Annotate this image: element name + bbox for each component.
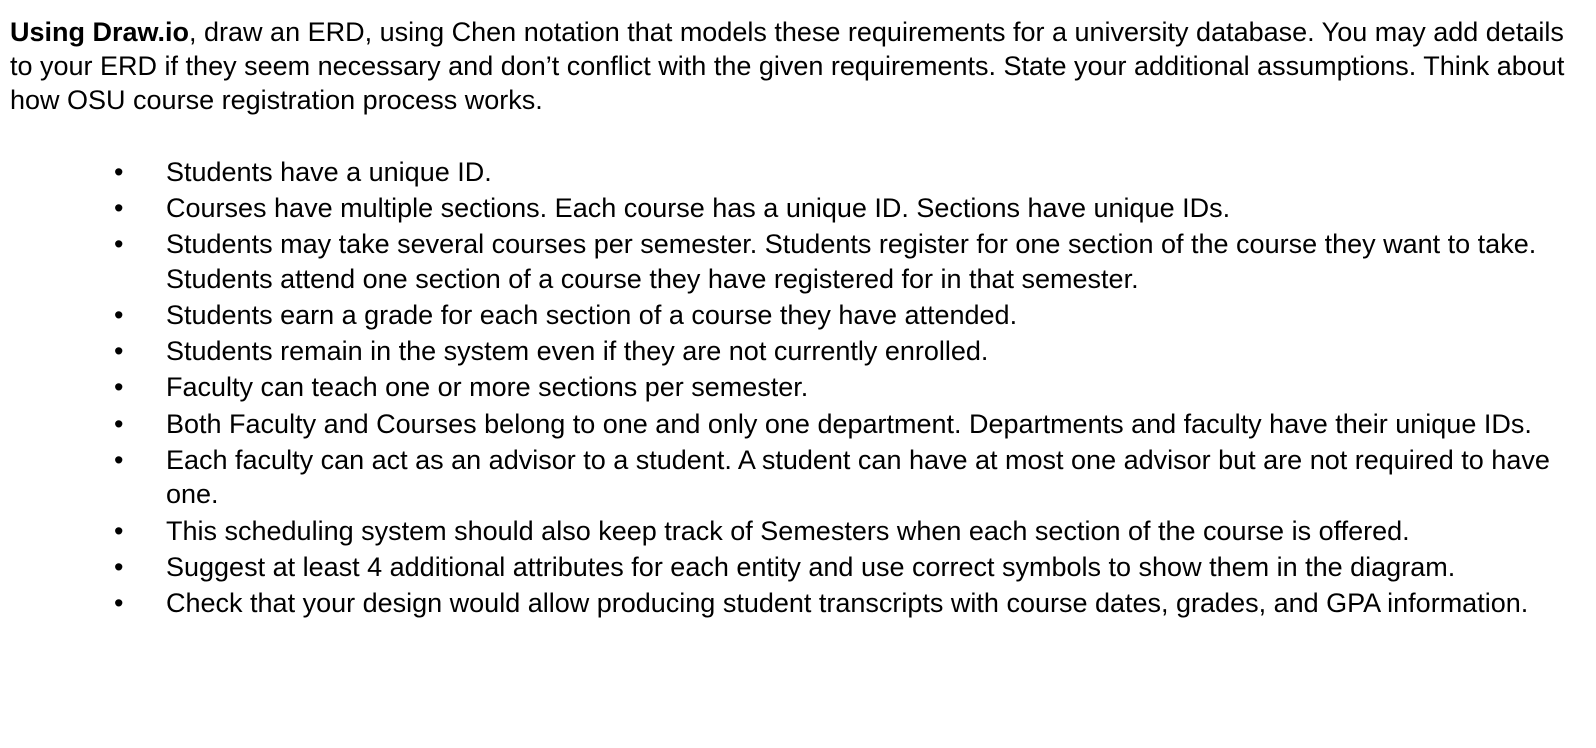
requirement-item (0, 370, 1596, 405)
bullet-icon: • (114, 551, 124, 582)
requirements-list (0, 155, 1596, 622)
requirement-item (0, 155, 1596, 190)
requirement-text: Courses have multiple sections. Each course has a unique ID. Sections have unique IDs. (166, 193, 1231, 224)
requirement-item (0, 191, 1596, 226)
requirement-text: Students remain in the system even if they are not currently enrolled. (166, 336, 989, 367)
requirement-text: Both Faculty and Courses belong to one and only one department. Departments and faculty have their unique IDs. (166, 408, 1532, 439)
bullet-icon: • (114, 300, 124, 331)
instructions-lead: Using Draw.io (10, 17, 190, 47)
requirement-text: Suggest at least 4 additional attributes for each entity and use correct symbols to show them in the diagram. (166, 551, 1456, 582)
bullet-icon: • (114, 157, 124, 187)
requirement-text: Check that your design would allow producing student transcripts with course dates, grades, and GPA information. (166, 587, 1529, 618)
requirement-item (0, 334, 1596, 369)
requirement-item (0, 550, 1596, 585)
requirement-item (0, 407, 1596, 442)
bullet-icon: • (114, 587, 124, 618)
bullet-icon: • (114, 408, 124, 439)
instructions-paragraph (10, 15, 1590, 117)
bullet-icon: • (114, 444, 124, 475)
requirement-text: Students have a unique ID. (166, 157, 492, 187)
bullet-icon: • (114, 193, 124, 224)
bullet-icon: • (114, 336, 124, 367)
bullet-icon: • (114, 372, 124, 403)
instructions-text: , draw an ERD, using Chen notation that models these requirements for a university database. You may add details to your ERD if they seem necessary and don’t conflict with the given requirements. State your additional assumptions. Think about how OSU course registration process works. (10, 17, 1565, 115)
requirement-text: This scheduling system should also keep track of Semesters when each section of the course is offered. (166, 515, 1410, 546)
requirement-item (0, 227, 1596, 296)
requirement-item (0, 514, 1596, 549)
bullet-icon: • (114, 229, 124, 260)
requirement-text: Students earn a grade for each section of a course they have attended. (166, 300, 1018, 331)
requirement-item (0, 298, 1596, 333)
requirement-item (0, 586, 1596, 621)
requirement-text: Faculty can teach one or more sections per semester. (166, 372, 809, 403)
bullet-icon: • (114, 515, 124, 546)
requirement-item (0, 443, 1596, 512)
requirement-text: Students may take several courses per semester. Students register for one section of the course they want to take. Students attend one section of a course they have registered for in that semester. (166, 229, 1537, 294)
requirement-text: Each faculty can act as an advisor to a student. A student can have at most one advisor but are not required to have one. (166, 444, 1550, 510)
